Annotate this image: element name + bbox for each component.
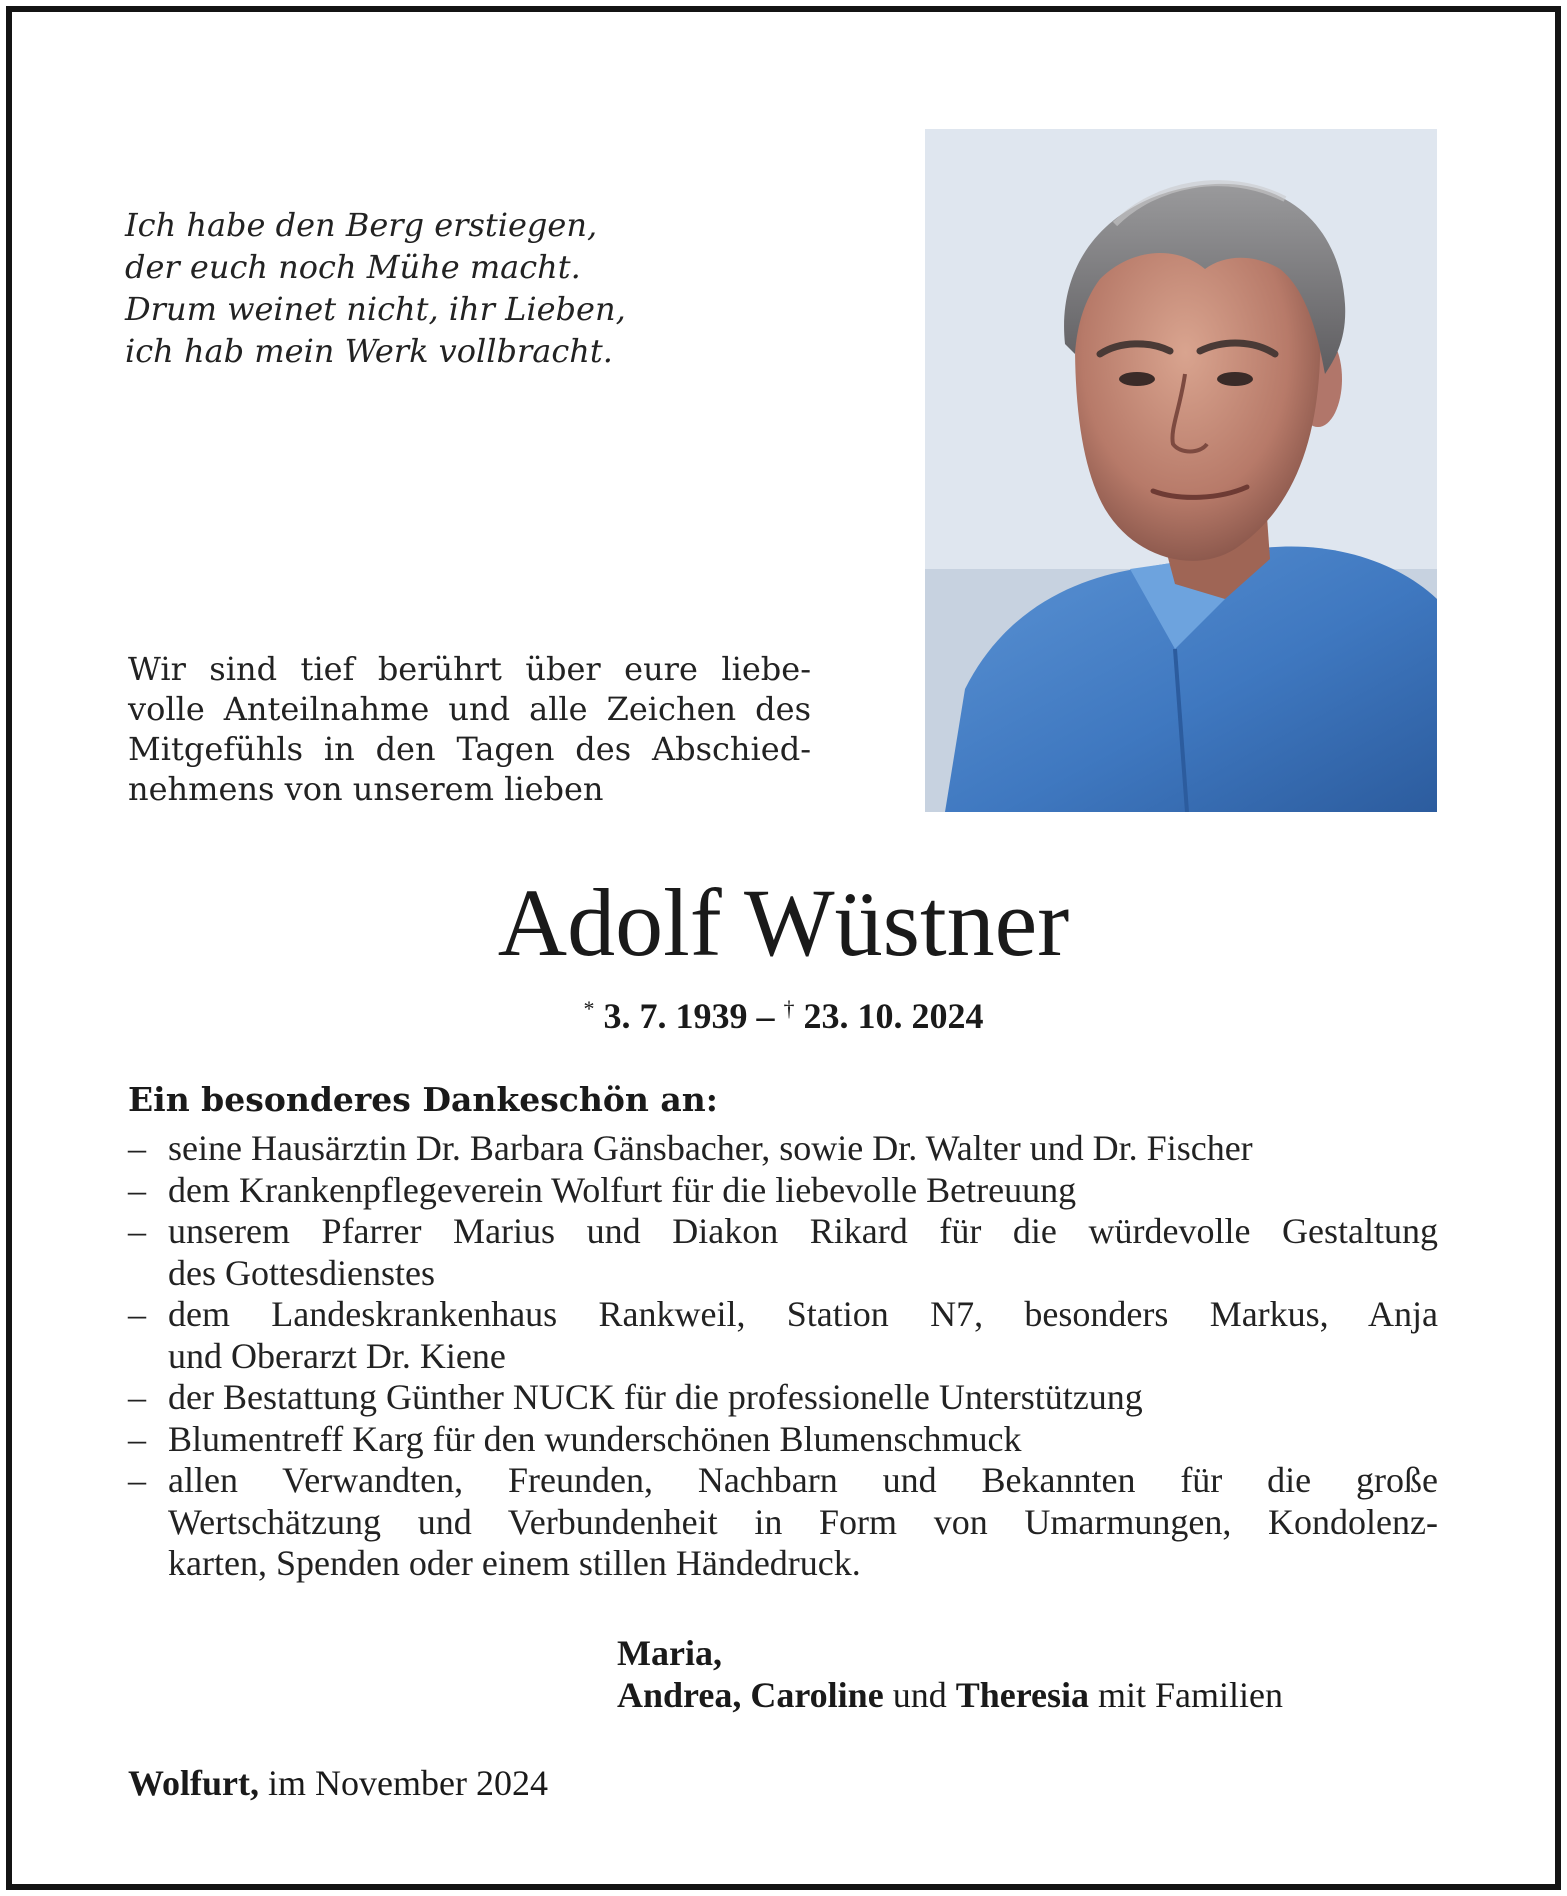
- death-symbol: †: [783, 996, 795, 1021]
- poem-line: Ich habe den Berg erstiegen,: [125, 206, 598, 244]
- list-item-line: – unserem Pfarrer Marius und Diakon Rikard für die würdevolle Gestaltung: [168, 1211, 1438, 1251]
- list-item: [128, 1377, 1438, 1419]
- birth-date: 3. 7. 1939: [603, 996, 748, 1036]
- deceased-name: Adolf Wüstner: [497, 869, 1070, 976]
- list-item-line: – Blumentreff Karg für den wunderschönen Blumenschmuck: [168, 1418, 1022, 1459]
- intro-text: [128, 649, 811, 809]
- signature-line1: Maria,: [617, 1633, 722, 1673]
- thanks-heading: Ein besonderes Dankeschön an:: [128, 1080, 718, 1119]
- thanks-list: [128, 1128, 1438, 1585]
- intro-line: nehmens von unserem lieben: [128, 770, 604, 808]
- place-date: [128, 1762, 548, 1804]
- list-item-line: karten, Spenden oder einem stillen Händedruck.: [168, 1543, 861, 1583]
- list-item-line: – seine Hausärztin Dr. Barbara Gänsbacher, sowie Dr. Walter und Dr. Fischer: [168, 1128, 1253, 1168]
- list-item-line: des Gottesdienstes: [168, 1252, 435, 1293]
- list-item-line: – dem Landeskrankenhaus Rankweil, Station N7, besonders Markus, Anja: [168, 1294, 1438, 1334]
- signature-names-a: Andrea, Caroline: [617, 1675, 884, 1715]
- list-item: [128, 1128, 1438, 1170]
- list-item-line: – allen Verwandten, Freunden, Nachbarn und Bekannten für die große: [168, 1460, 1438, 1500]
- list-item: [128, 1294, 1438, 1377]
- signature-suffix: mit Familien: [1098, 1675, 1284, 1715]
- list-item-line: und Oberarzt Dr. Kiene: [168, 1335, 506, 1376]
- poem-line: Drum weinet nicht, ihr Lieben,: [125, 290, 626, 328]
- list-item-line: Wertschätzung und Verbundenheit in Form von Umarmungen, Kondolenz-: [168, 1501, 1438, 1542]
- list-item: [128, 1419, 1438, 1461]
- signature-names-b: Theresia: [955, 1675, 1090, 1715]
- poem-line: ich hab mein Werk vollbracht.: [125, 332, 613, 370]
- list-item-line: – dem Krankenpflegeverein Wolfurt für die liebevolle Betreuung: [168, 1169, 1077, 1210]
- intro-line: volle Anteilnahme und alle Zeichen des: [128, 690, 811, 728]
- poem-line: der euch noch Mühe macht.: [125, 248, 581, 286]
- portrait-photo: [925, 129, 1437, 812]
- list-item-line: – der Bestattung Günther NUCK für die professionelle Unterstützung: [168, 1377, 1143, 1417]
- portrait-illustration: [925, 129, 1437, 812]
- signature: [617, 1632, 1283, 1716]
- birth-symbol: *: [583, 996, 595, 1021]
- list-item: [128, 1460, 1438, 1585]
- date: im November 2024: [268, 1763, 548, 1803]
- list-item: [128, 1211, 1438, 1294]
- death-date: 23. 10. 2024: [803, 996, 984, 1036]
- life-dates: [0, 995, 1567, 1037]
- intro-line: Mitgefühls in den Tagen des Abschied-: [128, 730, 811, 768]
- poem: [125, 204, 626, 372]
- signature-and: und: [892, 1675, 947, 1715]
- intro-line: Wir sind tief berührt über eure liebe-: [128, 650, 811, 688]
- place: Wolfurt,: [128, 1763, 259, 1803]
- list-item: [128, 1170, 1438, 1212]
- date-separator: –: [756, 996, 775, 1036]
